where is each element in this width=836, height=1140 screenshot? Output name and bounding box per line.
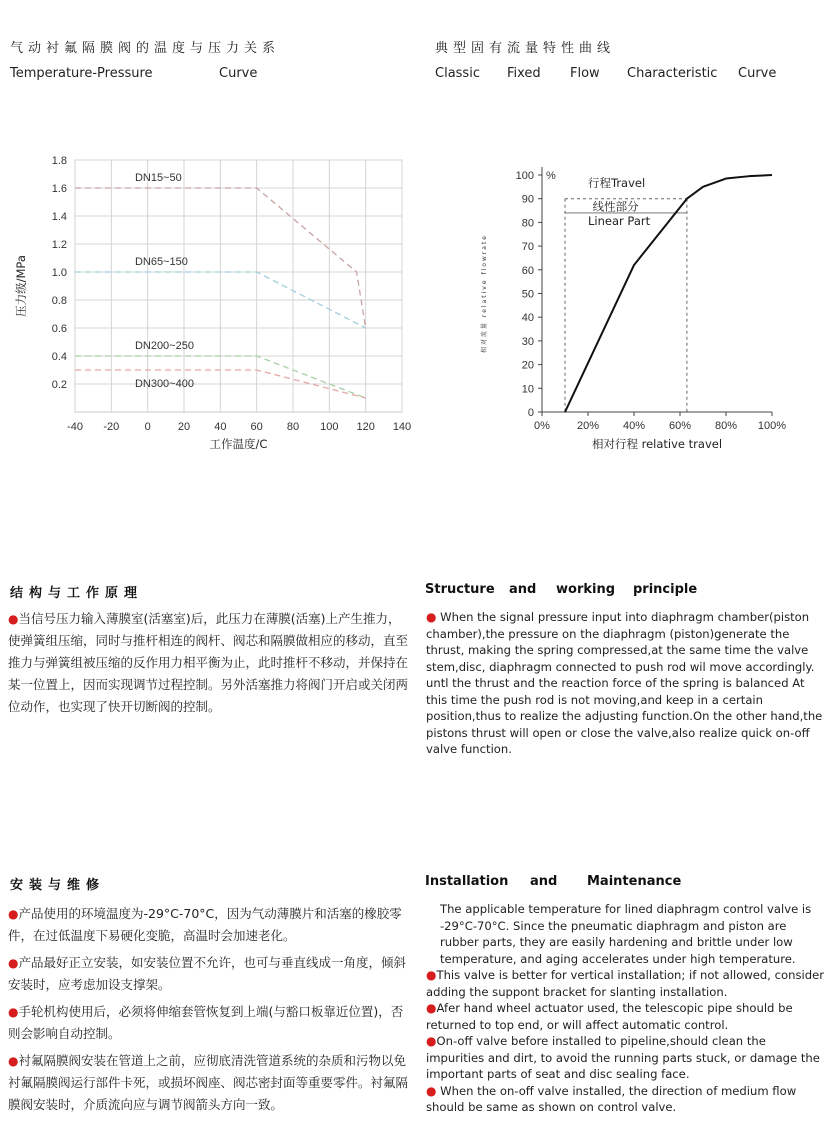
structure-body-en: When the signal pressure input into diaphragm chamber(piston chamber),the pressure on the diaphragm (piston)generate the thrust, making the spring compressed,at the same time the valve stem,disc, diaphragm connected to push rod wil move accordingly. untl the thrust and the reaction force of the spring is balanced At this time the push rod is not moving,and keep in a certain position,thus to realize the adjusting function.On the other hand,the pistons thrust will open or close the valve,also realize quick on-off valve function. bbox=[426, 610, 823, 756]
chart2-y-tick-label: 100 bbox=[515, 170, 534, 182]
chart2-x-tick-label: 100% bbox=[757, 420, 787, 432]
chart1-y-tick-label: 1.0 bbox=[51, 267, 67, 279]
chart1-y-tick-label: 1.2 bbox=[51, 239, 67, 251]
install-item-en-4: On-off valve before installed to pipeline,should clean the impurities and dirt, to avoid the running parts stuck, or damage the important parts of seat and disc sealing face. bbox=[426, 1034, 820, 1081]
structure-title-en-2: and bbox=[509, 582, 537, 597]
structure-body-cn: 当信号压力输入薄膜室(活塞室)后，此压力在薄膜(活塞)上产生推力，使弹簧组压缩，同时与推杆相连的阀杆、阀芯和隔膜做相应的移动，直至推力与弹簧组被压缩的反作用力相平衡为止，此时推杆不移动，并保持在某一位置上，因而实现调节过程控制。另外活塞推力将阀门开启或关闭两位动作，也实现了快开切断阀的控制。 bbox=[8, 611, 409, 714]
chart1-series-label: DN300~400 bbox=[134, 378, 194, 390]
chart2-y-tick-label: 30 bbox=[521, 335, 534, 348]
bullet-icon: ● bbox=[8, 1005, 19, 1019]
chart1-ylabel: 压力级/MPa bbox=[14, 255, 28, 317]
chart2-y-tick-label: 0 bbox=[527, 407, 534, 419]
list-item bbox=[8, 1001, 408, 1045]
chart1-x-tick-label: 140 bbox=[392, 421, 412, 433]
structure-title-cn: 结构与工作原理 bbox=[10, 586, 144, 601]
chart1-y-tick-label: 1.8 bbox=[51, 155, 67, 167]
flow-characteristic-chart bbox=[420, 140, 836, 460]
chart1-x-tick-label: 0 bbox=[144, 421, 151, 433]
bullet-icon: ● bbox=[426, 1001, 437, 1015]
install-item-cn-1: 产品使用的环境温度为-29°C-70°C，因为气动薄膜片和活塞的橡胶零件，在过低温度下易硬化变脆，高温时会加速老化。 bbox=[8, 906, 402, 943]
chart1-y-tick-label: 0.4 bbox=[51, 351, 67, 363]
install-item-en-1: The applicable temperature for lined diaphragm control valve is -29°C-70°C. Since the pneumatic diaphragm and piston are rubber parts, they are easily hardening and brittle under low temperature, and aging accelerates under high temperature. bbox=[440, 902, 812, 966]
install-title-en-2: and bbox=[530, 874, 558, 889]
flow-curve-title-en-5: Curve bbox=[738, 66, 777, 81]
chart1-y-tick-label: 1.4 bbox=[51, 211, 67, 223]
chart1-series-label: DN15~50 bbox=[134, 172, 182, 184]
flow-curve-title-en-2: Fixed bbox=[507, 66, 541, 81]
bullet-icon: ● bbox=[8, 1054, 19, 1068]
chart2-y-tick-label: 90 bbox=[521, 193, 534, 206]
install-title-en-1: Installation bbox=[425, 874, 509, 889]
chart1-x-tick-label: 60 bbox=[250, 421, 263, 433]
chart1-series-label: DN65~150 bbox=[134, 256, 188, 268]
flow-curve-title-en-4: Characteristic bbox=[627, 66, 718, 81]
bullet-icon: ● bbox=[8, 956, 19, 970]
chart2-ticks bbox=[516, 170, 787, 432]
chart1-xlabel: 工作温度/C bbox=[209, 437, 268, 451]
structure-title-en-3: working bbox=[556, 582, 616, 597]
list-item bbox=[426, 901, 826, 967]
tp-curve-title-en-2: Curve bbox=[219, 66, 258, 81]
chart1-ticks bbox=[52, 155, 411, 433]
flow-curve-title-en-3: Flow bbox=[570, 66, 600, 81]
chart2-x-tick-label: 40% bbox=[622, 420, 646, 432]
install-item-en-5: When the on-off valve installed, the direction of medium flow should be same as shown on control valve. bbox=[426, 1083, 797, 1114]
list-item bbox=[426, 1083, 826, 1116]
tp-curve-title-cn: 气动衬氟隔膜阀的温度与压力关系 bbox=[10, 41, 281, 56]
chart2-y-tick-label: 40 bbox=[521, 312, 534, 325]
install-title-cn: 安装与维修 bbox=[10, 878, 106, 893]
install-item-cn-3: 手轮机构使用后，必须将伸缩套管恢复到上端(与豁口板靠近位置)，否则会影响自动控制。 bbox=[8, 1004, 404, 1041]
chart2-y-tick-label: 80 bbox=[521, 217, 534, 230]
chart2-x-tick-label: 0% bbox=[534, 420, 550, 432]
chart1-x-tick-label: -20 bbox=[103, 421, 120, 433]
chart2-y-tick-label: 60 bbox=[521, 264, 534, 277]
chart2-x-tick-label: 20% bbox=[576, 420, 600, 432]
list-item bbox=[8, 1050, 408, 1116]
chart1-x-tick-label: -40 bbox=[67, 421, 83, 433]
structure-body-cn-block bbox=[8, 608, 408, 718]
list-item bbox=[8, 952, 408, 996]
structure-title-en-1: Structure bbox=[425, 582, 495, 597]
structure-body-en-block bbox=[426, 609, 826, 758]
bullet-icon: ● bbox=[426, 1034, 437, 1048]
chart1-series-label: DN200~250 bbox=[134, 340, 194, 352]
chart1-y-tick-label: 1.6 bbox=[51, 183, 67, 195]
chart1-y-tick-label: 0.8 bbox=[51, 295, 67, 307]
chart1-grid bbox=[75, 160, 402, 412]
bullet-icon: ● bbox=[426, 1083, 437, 1098]
chart2-annotation-linear-en: Linear Part bbox=[588, 213, 651, 228]
structure-title-en-4: principle bbox=[633, 582, 698, 597]
install-title-en-3: Maintenance bbox=[587, 874, 682, 889]
flow-curve-title-cn: 典型固有流量特性曲线 bbox=[435, 41, 616, 56]
chart1-plot-frame bbox=[75, 160, 402, 412]
install-list-en bbox=[426, 901, 826, 1116]
chart1-x-tick-label: 40 bbox=[214, 421, 227, 433]
list-item bbox=[426, 967, 826, 1000]
bullet-icon: ● bbox=[8, 612, 19, 626]
chart2-x-tick-label: 80% bbox=[714, 420, 738, 432]
install-item-en-2: This valve is better for vertical installation; if not allowed, consider adding the suppont bracket for slanting installation. bbox=[426, 968, 824, 999]
chart2-grid bbox=[538, 167, 772, 416]
bullet-icon: ● bbox=[426, 610, 437, 624]
chart1-x-tick-label: 80 bbox=[286, 421, 300, 433]
chart2-y-tick-label: 70 bbox=[521, 241, 534, 254]
chart1-x-tick-label: 20 bbox=[177, 421, 191, 433]
install-item-cn-2: 产品最好正立安装，如安装位置不允许，也可与垂直线成一角度，倾斜安装时，应考虑加设支撑架。 bbox=[8, 955, 406, 992]
tp-curve-title-en-1: Temperature-Pressure bbox=[10, 66, 153, 81]
list-item bbox=[8, 903, 408, 947]
list-item bbox=[426, 1033, 826, 1083]
flow-curve-title-en-1: Classic bbox=[435, 66, 480, 81]
install-item-cn-4: 衬氟隔膜阀安装在管道上之前，应彻底清洗管道系统的杂质和污物以免衬氟隔膜阀运行部件卡死，或损坏阀座、阀芯密封面等重要零件。衬氟隔膜阀安装时，介质流向应与调节阀箭头方向一致。 bbox=[8, 1053, 409, 1112]
chart1-y-tick-label: 0.6 bbox=[51, 323, 67, 335]
install-list-cn bbox=[8, 903, 408, 1116]
bullet-icon: ● bbox=[426, 968, 437, 982]
chart2-y-tick-label: 50 bbox=[521, 288, 534, 301]
chart2-annotation-linear-cn: 线性部分 bbox=[592, 199, 639, 214]
chart2-xlabel: 相对行程 relative travel bbox=[591, 437, 723, 451]
chart2-x-tick-label: 60% bbox=[668, 420, 692, 432]
chart1-y-tick-label: 0.2 bbox=[51, 379, 67, 391]
chart2-y-unit: % bbox=[546, 170, 556, 182]
chart1-x-tick-label: 120 bbox=[356, 421, 375, 433]
bullet-icon: ● bbox=[8, 907, 19, 921]
temperature-pressure-chart bbox=[0, 140, 420, 460]
list-item bbox=[426, 1000, 826, 1033]
chart2-y-tick-label: 10 bbox=[521, 383, 534, 396]
chart2-annotation-travel: 行程Travel bbox=[588, 175, 646, 190]
chart1-x-tick-label: 100 bbox=[320, 421, 339, 433]
chart2-y-tick-label: 20 bbox=[521, 359, 534, 372]
chart2-ylabel: 相对流量 relative flowrate bbox=[481, 234, 488, 353]
install-item-en-3: Afer hand wheel actuator used, the telescopic pipe should be returned to top end, or will affect automatic control. bbox=[426, 1001, 793, 1032]
